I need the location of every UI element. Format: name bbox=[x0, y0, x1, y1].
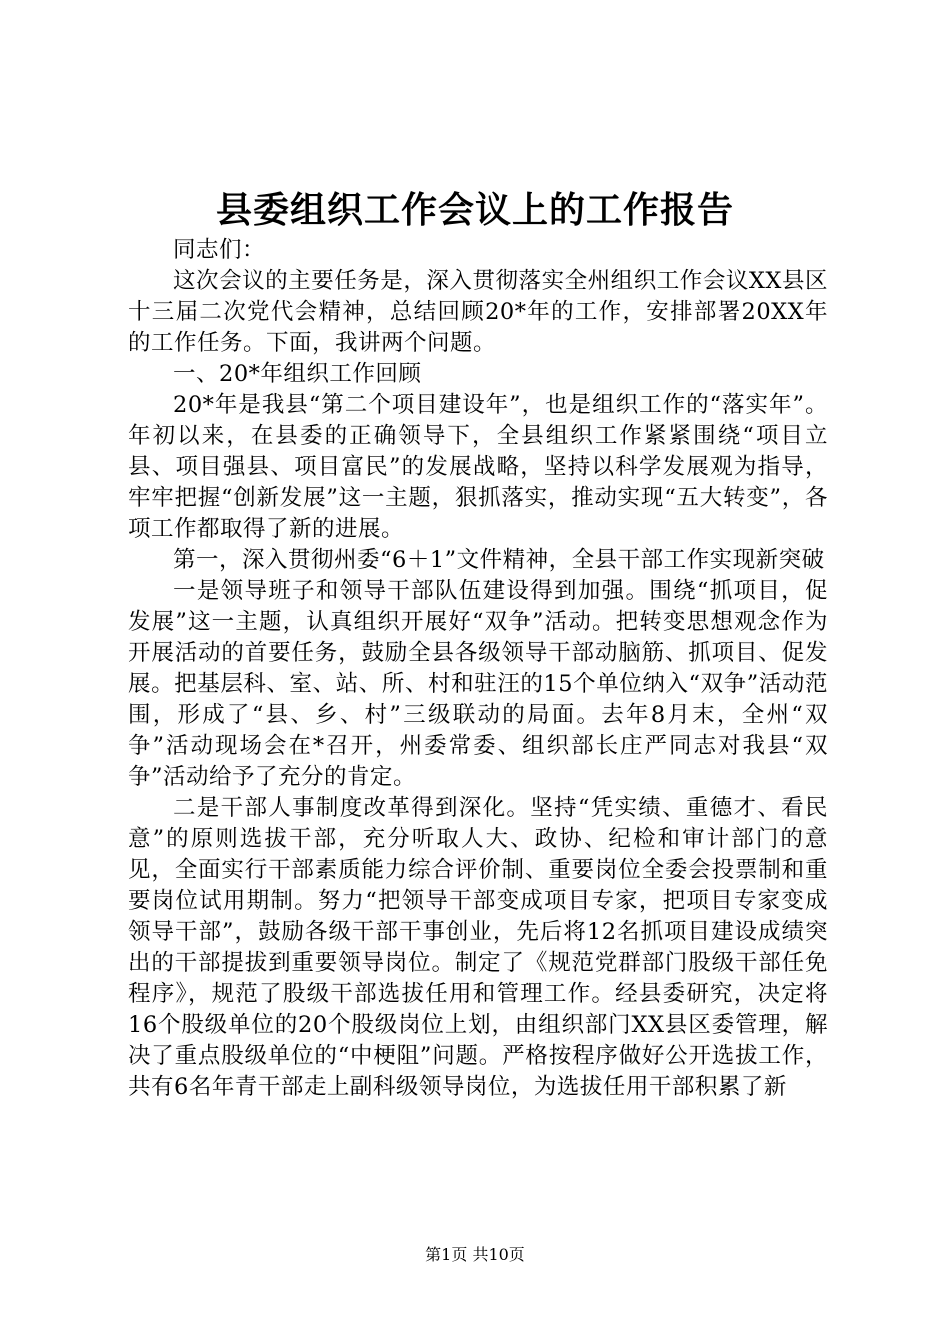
document-title: 县委组织工作会议上的工作报告 bbox=[215, 189, 734, 231]
paragraph-point-2: 二是干部人事制度改革得到深化。坚持“凭实绩、重德才、看民意”的原则选拔干部，充分听取人大、政协、纪检和审计部门的意见，全面实行干部素质能力综合评价制、重要岗位全委会投票制和重要岗位试用期制。努力“把领导干部变成项目专家，把项目专家变成领导干部”，鼓励各级干部干事创业，先后将12名抓项目建设成绩突出的干部提拔到重要领导岗位。制定了《规范党群部门股级干部任免程序》，规范了股级干部选拔任用和管理工作。经县委研究，决定将16个股级单位的20个股级岗位上划，由组织部门XX县区委管理，解决了重点股级单位的“中梗阻”问题。严格按程序做好公开选拔工作，共有6名年青干部走上副科级领导岗位，为选拔任用干部积累了新 bbox=[128, 795, 828, 1100]
paragraph-salutation: 同志们： bbox=[173, 237, 266, 263]
paragraph-intro: 这次会议的主要任务是，深入贯彻落实全州组织工作会议XX县区十三届二次党代会精神，总结回顾20*年的工作，安排部署20XX年的工作任务。下面，我讲两个问题。 bbox=[128, 268, 828, 356]
section-heading-1: 一、20*年组织工作回顾 bbox=[173, 361, 422, 387]
document-body bbox=[128, 235, 828, 1103]
subsection-heading-1: 第一，深入贯彻州委“6＋1”文件精神，全县干部工作实现新突破 bbox=[173, 547, 825, 573]
paragraph-overview: 20*年是我县“第二个项目建设年”，也是组织工作的“落实年”。年初以来，在县委的正确领导下，全县组织工作紧紧围绕“项目立县、项目强县、项目富民”的发展战略，坚持以科学发展观为指导，牢牢把握“创新发展”这一主题，狠抓落实，推动实现“五大转变”，各项工作都取得了新的进展。 bbox=[128, 392, 828, 542]
paragraph-point-1: 一是领导班子和领导干部队伍建设得到加强。围绕“抓项目，促发展”这一主题，认真组织开展好“双争”活动。把转变思想观念作为开展活动的首要任务，鼓励全县各级领导干部动脑筋、抓项目、促发展。把基层科、室、站、所、村和驻汪的15个单位纳入“双争”活动范围，形成了“县、乡、村”三级联动的局面。去年8月末，全州“双争”活动现场会在*召开，州委常委、组织部长庄严同志对我县“双争”活动给予了充分的肯定。 bbox=[128, 578, 828, 790]
page-footer: 第1页 共10页 bbox=[425, 1245, 525, 1264]
